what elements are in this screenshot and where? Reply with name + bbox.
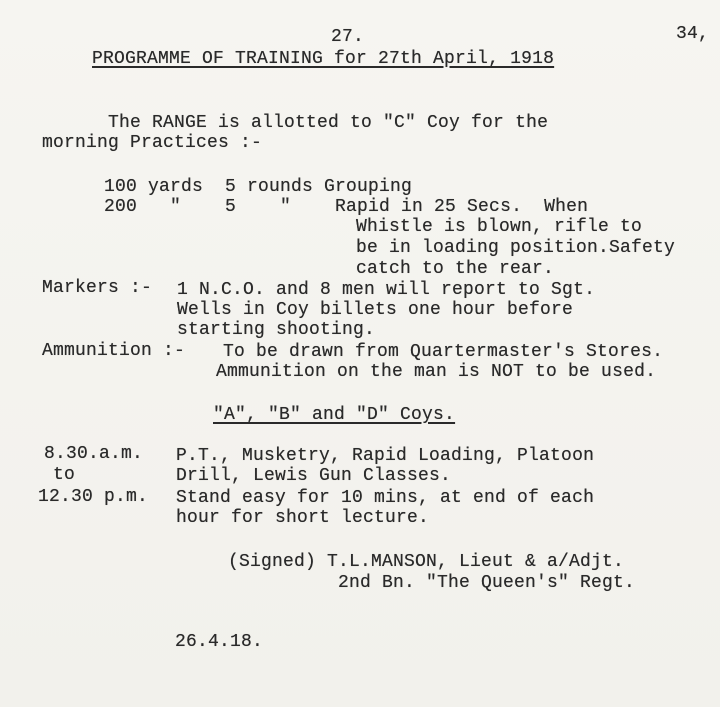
practice-row-2: 200 " 5 " Rapid in 25 Secs. When	[104, 197, 589, 217]
activities-line-2: Drill, Lewis Gun Classes.	[176, 466, 452, 486]
markers-line-3: starting shooting.	[177, 320, 376, 340]
markers-label: Markers :-	[42, 278, 153, 298]
signature-line-1: (Signed) T.L.MANSON, Lieut & a/Adjt.	[228, 552, 625, 572]
ammunition-line-2: Ammunition on the man is NOT to be used.	[216, 362, 657, 382]
time-start: 8.30.a.m.	[44, 444, 144, 464]
practice-row-3: Whistle is blown, rifle to	[356, 217, 643, 237]
activities-line-1: P.T., Musketry, Rapid Loading, Platoon	[176, 446, 595, 466]
folio-number: 34,	[676, 24, 710, 44]
activities-line-4: hour for short lecture.	[176, 508, 430, 528]
practice-row-1: 100 yards 5 rounds Grouping	[104, 177, 413, 197]
markers-line-1: 1 N.C.O. and 8 men will report to Sgt.	[177, 280, 596, 300]
practice-row-4: be in loading position.Safety	[356, 238, 676, 258]
time-to: to	[53, 465, 76, 485]
ammunition-label: Ammunition :-	[42, 341, 186, 361]
time-end: 12.30 p.m.	[38, 487, 149, 507]
markers-line-2: Wells in Coy billets one hour before	[177, 300, 574, 320]
practice-row-5: catch to the rear.	[356, 259, 555, 279]
range-allotment-line-1: The RANGE is allotted to "C" Coy for the	[108, 113, 549, 133]
companies-heading: "A", "B" and "D" Coys.	[213, 405, 456, 425]
document-date: 26.4.18.	[175, 632, 264, 652]
document-title: PROGRAMME OF TRAINING for 27th April, 1918	[92, 49, 555, 69]
activities-line-3: Stand easy for 10 mins, at end of each	[176, 488, 595, 508]
ammunition-line-1: To be drawn from Quartermaster's Stores.	[223, 342, 664, 362]
signature-line-2: 2nd Bn. "The Queen's" Regt.	[338, 573, 636, 593]
range-allotment-line-2: morning Practices :-	[42, 133, 263, 153]
page-number: 27.	[331, 27, 365, 47]
